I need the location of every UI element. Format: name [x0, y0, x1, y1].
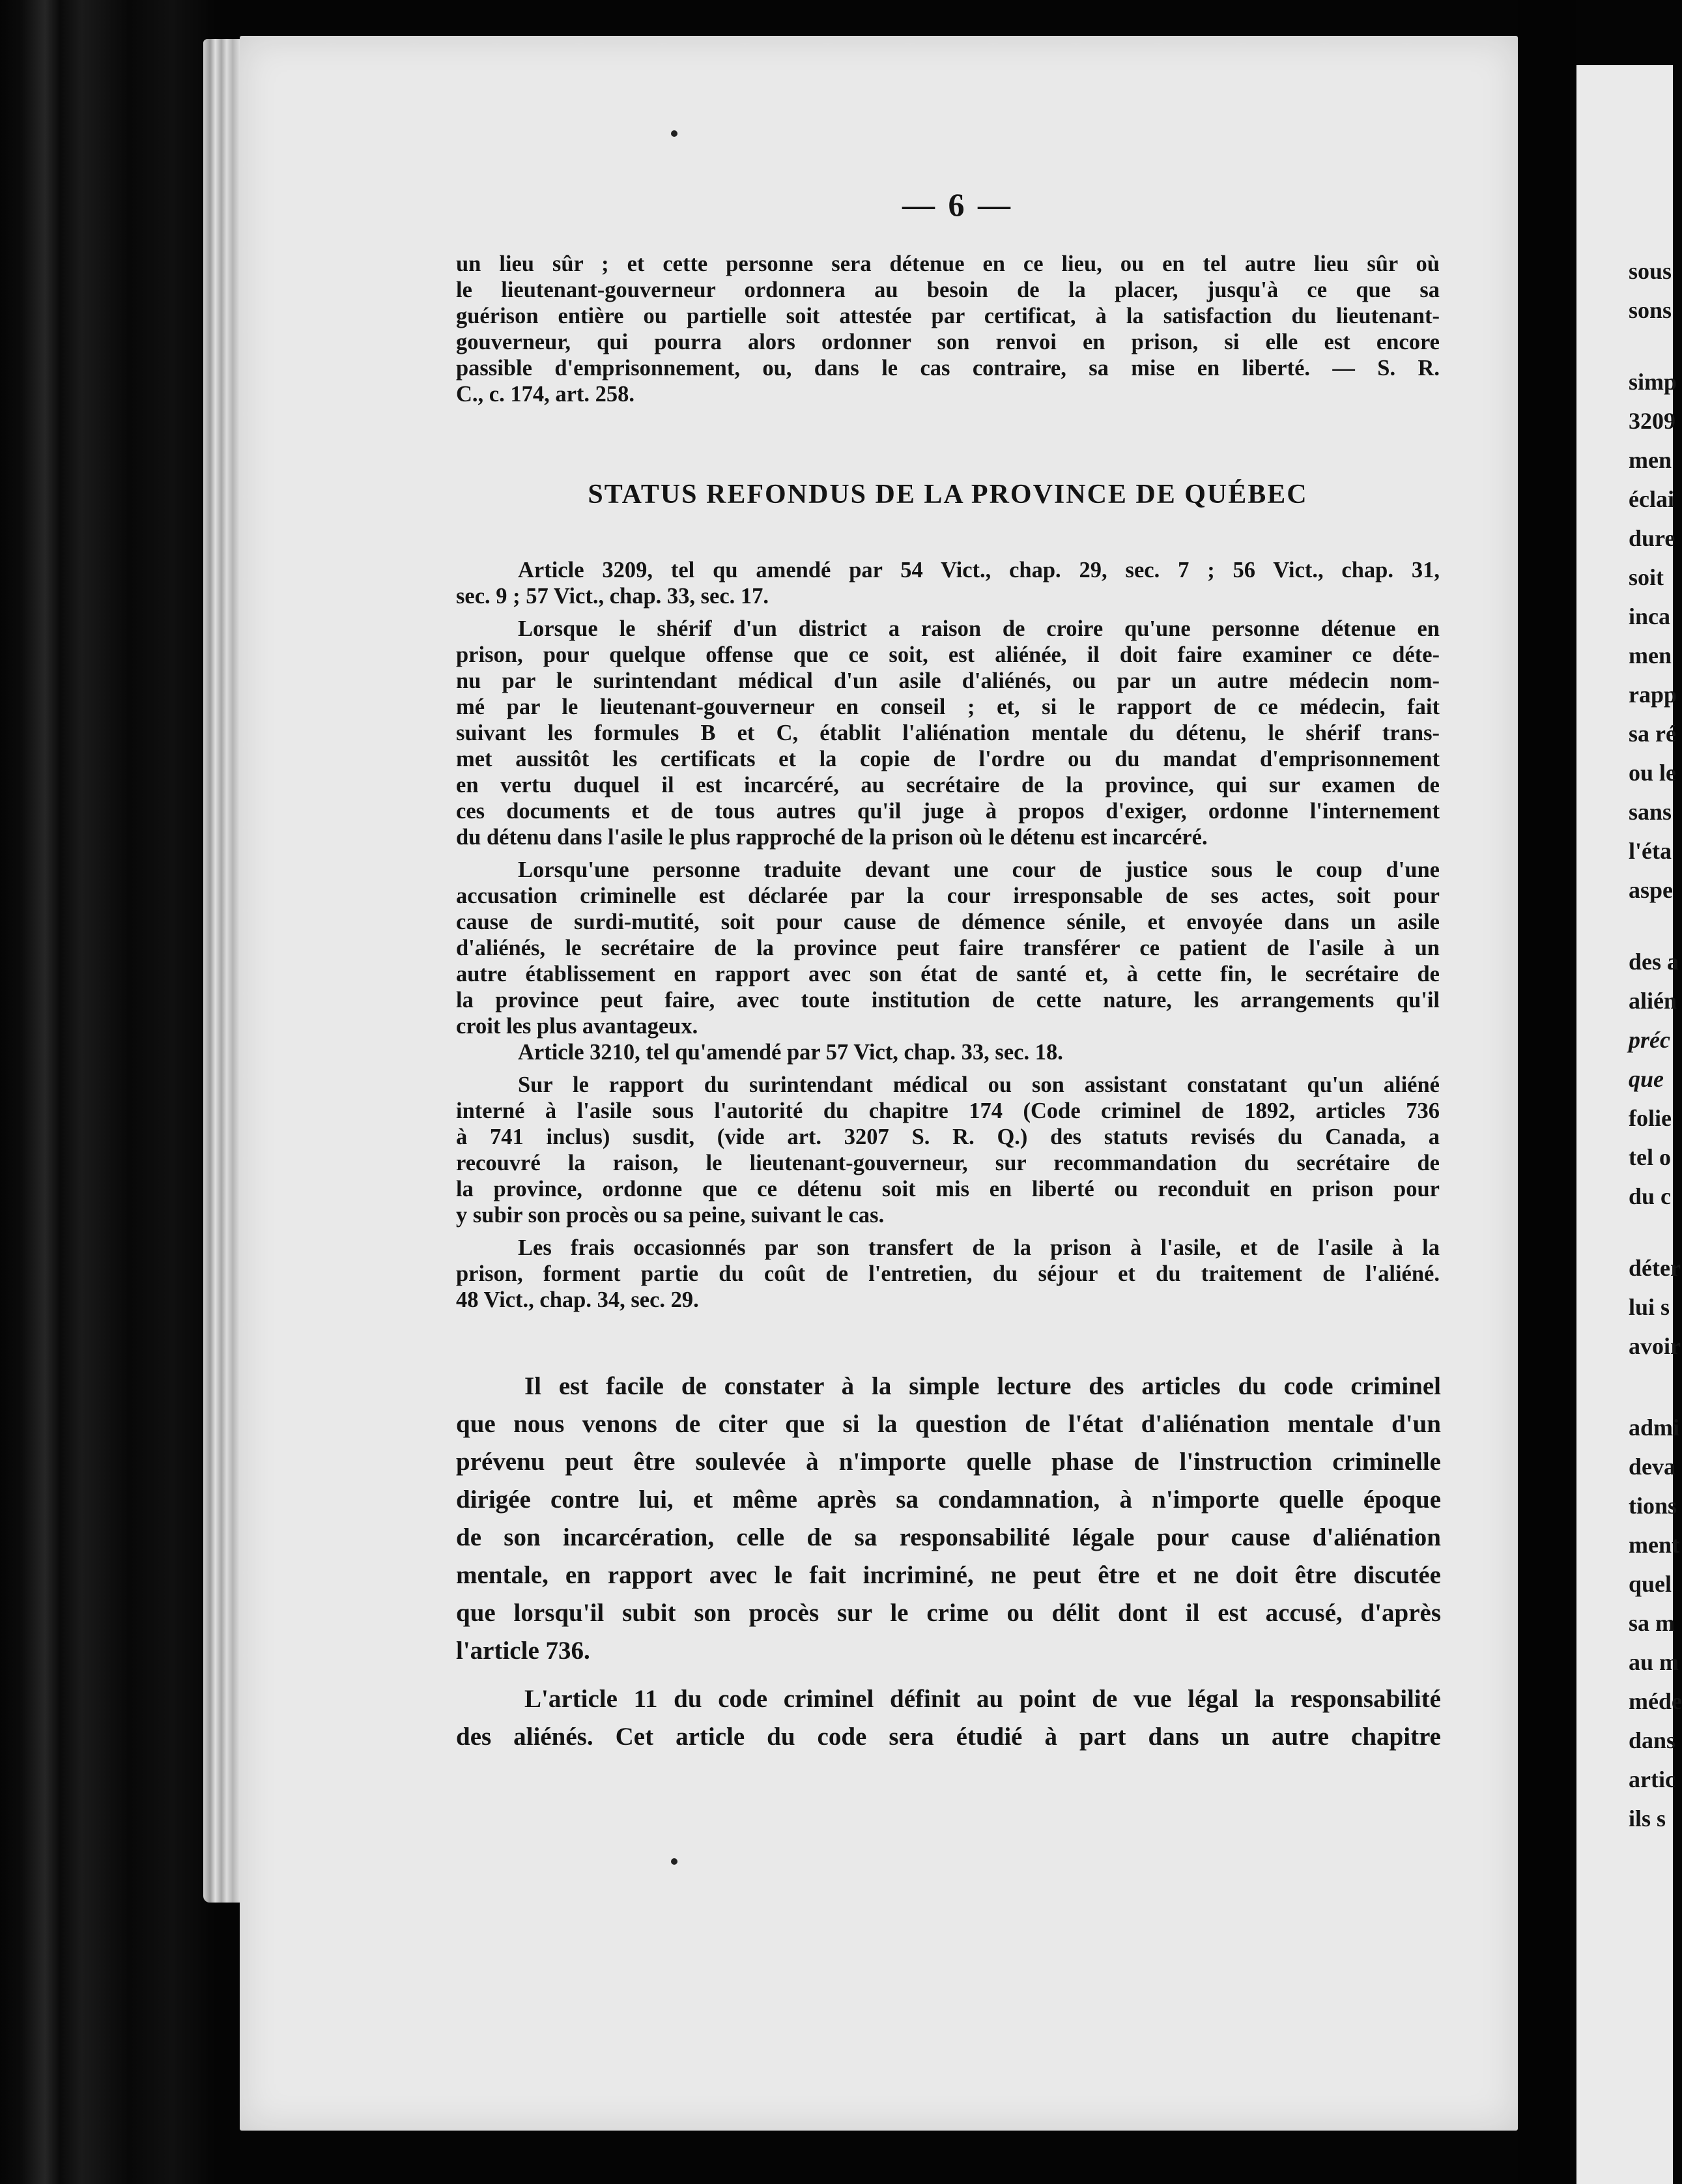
facing-page-fragment: du c: [1629, 1183, 1672, 1209]
text-line: prison, forment partie du coût de l'entretien, du séjour et du traitement de l'aliéné.: [456, 1261, 1440, 1286]
text-line: 48 Vict., chap. 34, sec. 29.: [456, 1287, 699, 1312]
book-binding-shadow: [0, 0, 215, 2184]
text-line: prison, pour quelque offense que ce soit, est aliénée, il doit faire examiner ce déte-: [456, 642, 1440, 667]
text-line: recouvré la raison, le lieutenant-gouverneur, sur recommandation du secrétaire de: [456, 1151, 1440, 1175]
facing-page-fragment: dans: [1629, 1727, 1676, 1753]
facing-page-fragment: rapp: [1629, 682, 1677, 708]
text-line: guérison entière ou partielle soit attestée par certificat, à la satisfaction du lieutenant-: [456, 304, 1440, 328]
facing-page-fragment: admi: [1629, 1415, 1680, 1441]
text-line: de son incarcération, celle de sa responsabilité légale pour cause d'aliénation: [456, 1523, 1441, 1551]
text-line: interné à l'asile sous l'autorité du chapitre 174 (Code criminel de 1892, articles 736: [456, 1099, 1440, 1123]
facing-page-fragment: soit: [1629, 564, 1664, 590]
facing-page-fragment: sans: [1629, 799, 1672, 825]
facing-page-fragment: quel: [1629, 1571, 1672, 1597]
facing-page-fragment: inca: [1629, 603, 1671, 629]
text-line: suivant les formules B et C, établit l'aliénation mentale du détenu, le shérif trans-: [456, 721, 1440, 745]
text-line: mé par le lieutenant-gouverneur en conseil ; et, si le rapport de ce médecin, fait: [456, 695, 1440, 719]
text-line: met aussitôt les certificats et la copie de l'ordre ou du mandat d'emprisonnement: [456, 747, 1440, 771]
section-heading: STATUS REFONDUS DE LA PROVINCE DE QUÉBEC: [588, 480, 1308, 510]
text-line: autre établissement en rapport avec son état de santé et, à cette fin, le secrétaire de: [456, 962, 1440, 986]
text-line: Article 3209, tel qu amendé par 54 Vict., chap. 29, sec. 7 ; 56 Vict., chap. 31,: [518, 558, 1440, 582]
text-line: un lieu sûr ; et cette personne sera détenue en ce lieu, ou en tel autre lieu sûr où: [456, 251, 1440, 276]
text-line: dirigée contre lui, et même après sa condamnation, à n'importe quelle époque: [456, 1486, 1441, 1514]
text-line: que nous venons de citer que si la question de l'état d'aliénation mentale d'un: [456, 1410, 1441, 1438]
text-line: prévenu peut être soulevée à n'importe quelle phase de l'instruction criminelle: [456, 1448, 1441, 1476]
scan-speck: [671, 130, 677, 137]
facing-page-fragment: des a: [1629, 949, 1679, 975]
text-line: cause de surdi-mutité, soit pour cause de démence sénile, et envoyée dans un asile: [456, 910, 1440, 934]
article-3210-reference: Article 3210, tel qu'amendé par 57 Vict, chap. 33, sec. 18.: [518, 1040, 1063, 1065]
text-line: L'article 11 du code criminel définit au point de vue légal la responsabilité: [524, 1685, 1441, 1713]
text-line: croit les plus avantageux.: [456, 1014, 698, 1039]
text-line: passible d'emprisonnement, ou, dans le cas contraire, sa mise en liberté. — S. R.: [456, 356, 1440, 381]
text-line: des aliénés. Cet article du code sera étudié à part dans un autre chapitre: [456, 1723, 1441, 1751]
text-line: gouverneur, qui pourra alors ordonner son renvoi en prison, si elle est encore: [456, 330, 1440, 354]
facing-page-fragment: sa m: [1629, 1610, 1675, 1636]
facing-page-fragment: men: [1629, 642, 1672, 668]
text-line: accusation criminelle est déclarée par la cour irresponsable de ses actes, soit pour: [456, 884, 1440, 908]
text-line: mentale, en rapport avec le fait incriminé, ne peut être et ne doit être discutée: [456, 1561, 1441, 1589]
text-line: la province, ordonne que ce détenu soit mis en liberté ou reconduit en prison pour: [456, 1177, 1440, 1201]
facing-page-fragment: déter: [1629, 1255, 1681, 1281]
facing-page-fragment: deva: [1629, 1454, 1675, 1480]
facing-page-fragment: dure: [1629, 525, 1675, 551]
text-line: du détenu dans l'asile le plus rapproché de la prison où le détenu est incarcéré.: [456, 825, 1208, 850]
facing-page-fragment: ou le: [1629, 760, 1677, 786]
scan-speck: [671, 1858, 677, 1865]
facing-page-fragment: méde: [1629, 1688, 1682, 1714]
text-line: le lieutenant-gouverneur ordonnera au besoin de la placer, jusqu'à ce que sa: [456, 278, 1440, 302]
facing-page-fragment: aspe: [1629, 877, 1674, 903]
text-line: C., c. 174, art. 258.: [456, 382, 635, 407]
facing-page-fragment: sons: [1629, 297, 1672, 323]
page-number: — 6 —: [902, 186, 1013, 223]
page-edge-stack: [203, 39, 241, 1903]
text-line: Sur le rapport du surintendant médical ou son assistant constatant qu'un aliéné: [518, 1072, 1440, 1097]
text-line: y subir son procès ou sa peine, suivant le cas.: [456, 1203, 885, 1228]
facing-page-fragment: ment: [1629, 1532, 1679, 1558]
facing-page-fragment: folie: [1629, 1105, 1672, 1131]
facing-page-fragment: lui s: [1629, 1294, 1670, 1320]
text-line: que lorsqu'il subit son procès sur le crime ou délit dont il est accusé, d'après: [456, 1599, 1441, 1627]
facing-page-fragment: sous: [1629, 258, 1672, 284]
book-gutter: [1518, 0, 1576, 2184]
facing-page-fragment: au m: [1629, 1649, 1679, 1675]
facing-page-fragment: l'éta: [1629, 838, 1672, 864]
facing-page-fragment: 3209: [1629, 408, 1675, 434]
text-line: la province peut faire, avec toute institution de cette nature, les arrangements qu'il: [456, 988, 1440, 1013]
facing-page-fragment: alién: [1629, 988, 1677, 1014]
text-line: d'aliénés, le secrétaire de la province peut faire transférer ce patient de l'asile à un: [456, 936, 1440, 960]
text-line: en vertu duquel il est incarcéré, au secrétaire de la province, qui sur examen de: [456, 773, 1440, 797]
facing-page-fragment: men: [1629, 447, 1672, 473]
text-line: Les frais occasionnés par son transfert de la prison à l'asile, et de l'asile à la: [518, 1235, 1440, 1260]
facing-page-fragment: simp: [1629, 369, 1677, 395]
text-line: sec. 9 ; 57 Vict., chap. 33, sec. 17.: [456, 584, 769, 609]
facing-page-fragment: tions: [1629, 1493, 1677, 1519]
facing-page-fragment: artic: [1629, 1766, 1675, 1792]
facing-page-fragment: ils s: [1629, 1805, 1666, 1832]
text-line: nu par le surintendant médical d'un asile d'aliénés, ou par un autre médecin nom-: [456, 668, 1440, 693]
facing-page-fragment: préc: [1629, 1027, 1670, 1053]
text-line: à 741 inclus) susdit, (vide art. 3207 S. R. Q.) des statuts revisés du Canada, a: [456, 1125, 1440, 1149]
text-line: Il est facile de constater à la simple lecture des articles du code criminel: [524, 1372, 1441, 1400]
facing-page-fragment: que: [1629, 1066, 1664, 1092]
text-line: ces documents et de tous autres qu'il juge à propos d'exiger, ordonne l'internement: [456, 799, 1440, 824]
text-line: Lorsqu'une personne traduite devant une cour de justice sous le coup d'une: [518, 857, 1440, 882]
facing-page-fragment: éclai: [1629, 486, 1674, 512]
text-line: l'article 736.: [456, 1637, 590, 1665]
facing-page-fragment: avoir: [1629, 1333, 1681, 1359]
text-line: Lorsque le shérif d'un district a raison de croire qu'une personne détenue en: [518, 616, 1440, 641]
facing-page-fragment: tel o: [1629, 1144, 1671, 1170]
facing-page-fragment: sa ré: [1629, 721, 1676, 747]
